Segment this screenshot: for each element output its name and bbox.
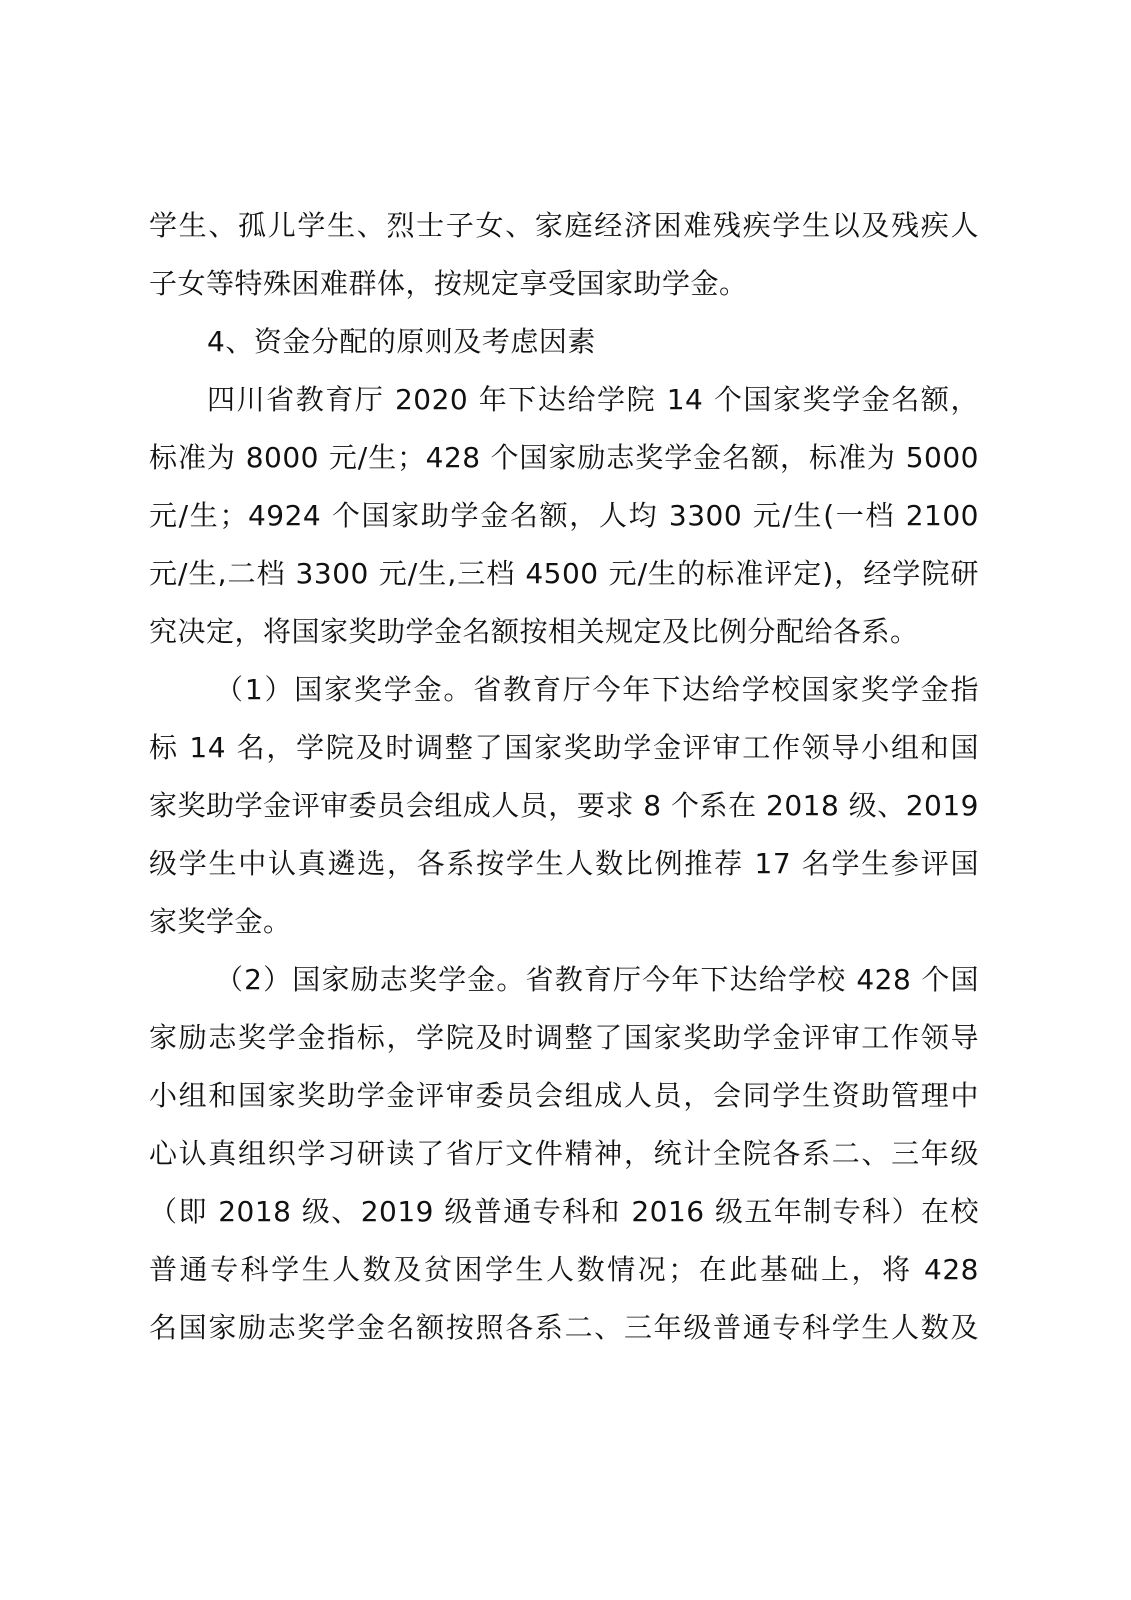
text-line: 家奖学金。 <box>149 905 292 938</box>
text-line: 四川省教育厅 2020 年下达给学院 14 个国家奖学金名额， <box>207 383 979 416</box>
text-line: 标 14 名，学院及时调整了国家奖助学金评审工作领导小组和国 <box>149 731 979 764</box>
text-line: 子女等特殊困难群体，按规定享受国家助学金。 <box>149 267 748 300</box>
subsection-line: （1）国家奖学金。省教育厅今年下达给学校国家奖学金指 <box>215 673 979 706</box>
text-line: 家奖助学金评审委员会组成人员，要求 8 个系在 2018 级、2019 <box>149 789 979 822</box>
subsection-line: （2）国家励志奖学金。省教育厅今年下达给学校 428 个国 <box>215 963 979 996</box>
text-line: 标准为 8000 元/生；428 个国家励志奖学金名额，标准为 5000 <box>149 441 979 474</box>
text-line: 学生、孤儿学生、烈士子女、家庭经济困难残疾学生以及残疾人 <box>149 209 979 242</box>
text-line: 元/生；4924 个国家助学金名额，人均 3300 元/生(一档 2100 <box>149 499 979 532</box>
text-line: 心认真组织学习研读了省厅文件精神，统计全院各系二、三年级 <box>149 1137 979 1170</box>
section-heading: 4、资金分配的原则及考虑因素 <box>207 325 596 358</box>
text-line: 家励志奖学金指标，学院及时调整了国家奖助学金评审工作领导 <box>149 1021 979 1054</box>
text-line: 小组和国家奖助学金评审委员会组成人员，会同学生资助管理中 <box>149 1079 979 1112</box>
text-line: 元/生,二档 3300 元/生,三档 4500 元/生的标准评定)，经学院研 <box>149 557 979 590</box>
text-line: 名国家励志奖学金名额按照各系二、三年级普通专科学生人数及 <box>149 1311 979 1344</box>
text-line: 究决定，将国家奖助学金名额按相关规定及比例分配给各系。 <box>149 615 919 648</box>
text-line: 普通专科学生人数及贫困学生人数情况；在此基础上，将 428 <box>149 1253 979 1286</box>
text-line: 级学生中认真遴选，各系按学生人数比例推荐 17 名学生参评国 <box>149 847 979 880</box>
text-line: （即 2018 级、2019 级普通专科和 2016 级五年制专科）在校 <box>149 1195 979 1228</box>
